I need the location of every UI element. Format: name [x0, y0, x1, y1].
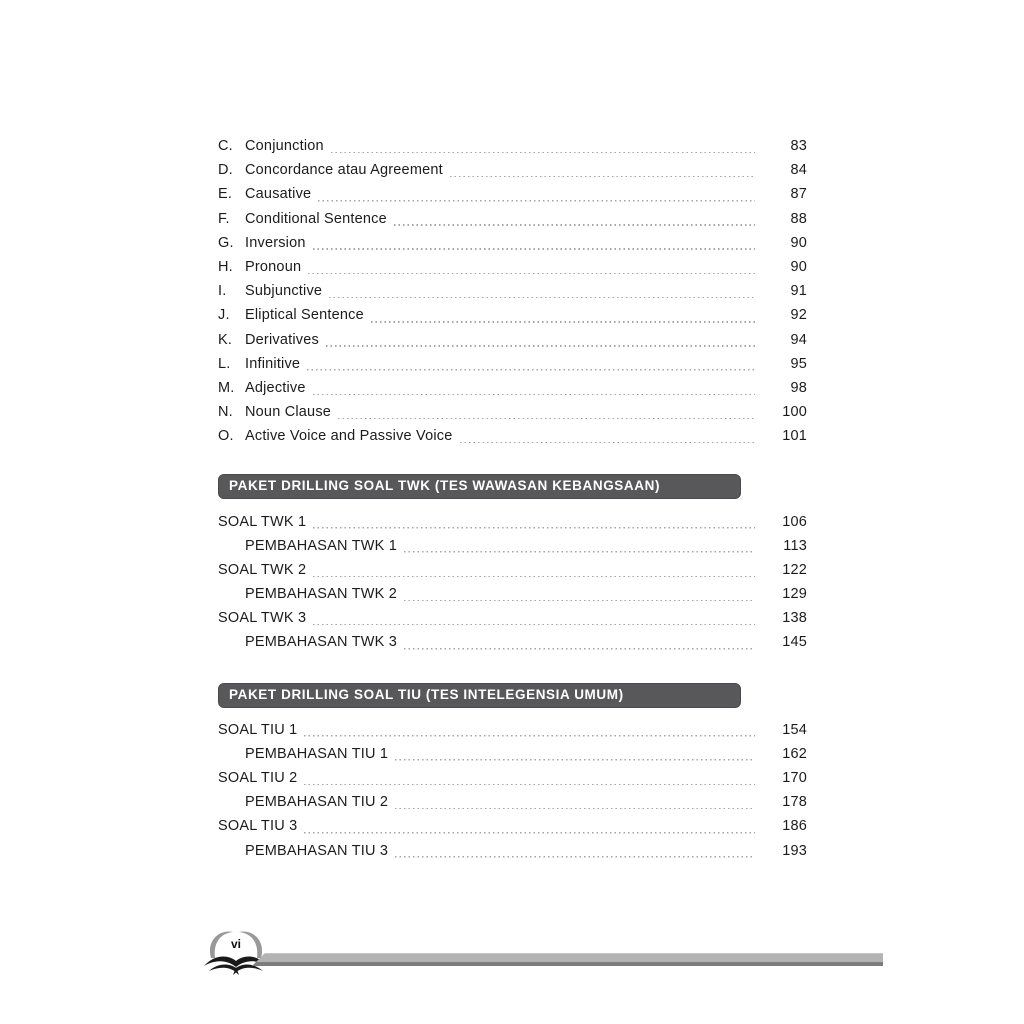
toc-entry-letter: O. [218, 428, 234, 445]
toc-entry [218, 303, 807, 327]
toc-entry [218, 182, 807, 206]
toc-entry [218, 255, 807, 279]
toc-entry-letter: F. [218, 210, 230, 227]
toc-entry-letter: E. [218, 186, 233, 203]
toc-entry-page: 83 [790, 138, 807, 155]
toc-entry-page: 145 [782, 634, 807, 651]
toc-entry-letter: J. [218, 307, 230, 324]
footer-rule [252, 953, 883, 966]
toc-entry-label: Causative [245, 186, 312, 203]
dot-leader [326, 345, 755, 347]
dot-leader [450, 175, 755, 177]
toc-entry [218, 630, 807, 654]
toc-entry-page: 170 [782, 770, 807, 787]
toc-entry-label: Concordance atau Agreement [245, 162, 443, 179]
toc-entry-label: PEMBAHASAN TWK 3 [245, 634, 397, 651]
table-of-contents [218, 134, 807, 863]
dot-leader [329, 296, 755, 298]
toc-entry-label: SOAL TWK 1 [218, 513, 307, 530]
toc-entry-label: PEMBAHASAN TIU 2 [245, 794, 389, 811]
section-header-bar: PAKET DRILLING SOAL TIU (TES INTELEGENSIA UMUM) [218, 683, 741, 708]
dot-leader [371, 321, 755, 323]
toc-entry-letter: C. [218, 138, 233, 155]
toc-subitem-list [218, 134, 807, 448]
winged-open-book-icon [203, 926, 269, 978]
toc-entry [218, 424, 807, 448]
toc-entry [218, 279, 807, 303]
toc-entry-label: Inversion [245, 234, 306, 251]
toc-entry-letter: G. [218, 234, 234, 251]
dot-leader [313, 575, 755, 577]
toc-entry-page: 101 [782, 428, 807, 445]
section-entry-list [218, 509, 807, 654]
toc-entry [218, 558, 807, 582]
toc-entry-page: 91 [790, 283, 807, 300]
toc-entry-page: 138 [782, 610, 807, 627]
toc-entry-label: Subjunctive [245, 283, 323, 300]
toc-entry-page: 84 [790, 162, 807, 179]
toc-entry [218, 352, 807, 376]
toc-entry-label: Active Voice and Passive Voice [245, 428, 453, 445]
dot-leader [331, 151, 755, 153]
toc-entry-letter: M. [218, 379, 235, 396]
toc-entry-page: 129 [782, 586, 807, 603]
toc-entry-page: 154 [782, 721, 807, 738]
toc-entry [218, 158, 807, 182]
toc-entry [218, 839, 807, 863]
toc-entry [218, 509, 807, 533]
section-entry-list [218, 718, 807, 863]
toc-entry-page: 162 [782, 745, 807, 762]
toc-entry-page: 90 [790, 234, 807, 251]
toc-entry-page: 106 [782, 513, 807, 530]
toc-entry-page: 113 [783, 537, 807, 554]
toc-entry-label: Conjunction [245, 138, 324, 155]
toc-section-1 [218, 683, 807, 863]
toc-entry-letter: N. [218, 404, 233, 421]
section-header-bar: PAKET DRILLING SOAL TWK (TES WAWASAN KEBANGSAAN) [218, 474, 741, 499]
toc-entry [218, 534, 807, 558]
toc-sections [218, 474, 807, 862]
toc-entry-label: Conditional Sentence [245, 210, 387, 227]
dot-leader [304, 832, 755, 834]
toc-entry [218, 766, 807, 790]
toc-entry-label: SOAL TIU 3 [218, 818, 298, 835]
dot-leader [395, 807, 755, 809]
dot-leader [304, 783, 755, 785]
dot-leader [395, 856, 755, 858]
toc-entry-label: SOAL TWK 3 [218, 610, 307, 627]
toc-entry-page: 100 [782, 404, 807, 421]
toc-entry [218, 231, 807, 255]
toc-entry-page: 94 [790, 331, 807, 348]
toc-entry-page: 87 [790, 186, 807, 203]
toc-entry-label: Eliptical Sentence [245, 307, 364, 324]
toc-entry-page: 178 [782, 794, 807, 811]
toc-entry-label: PEMBAHASAN TWK 2 [245, 586, 397, 603]
toc-entry [218, 814, 807, 838]
page-number-badge: vi [230, 937, 241, 951]
toc-entry-label: PEMBAHASAN TIU 1 [245, 745, 389, 762]
toc-entry-page: 186 [782, 818, 807, 835]
toc-entry-label: SOAL TWK 2 [218, 561, 307, 578]
dot-leader [394, 224, 755, 226]
toc-entry [218, 328, 807, 352]
toc-entry [218, 376, 807, 400]
toc-entry-label: Adjective [245, 379, 306, 396]
dot-leader [313, 527, 755, 529]
toc-entry-letter: L. [218, 355, 231, 372]
toc-section-0 [218, 474, 807, 654]
toc-entry [218, 400, 807, 424]
dot-leader [318, 200, 755, 202]
toc-entry-page: 95 [790, 355, 807, 372]
toc-entry-label: PEMBAHASAN TWK 1 [245, 537, 397, 554]
toc-entry-letter: D. [218, 162, 233, 179]
dot-leader [308, 272, 755, 274]
toc-entry [218, 742, 807, 766]
toc-entry [218, 790, 807, 814]
dot-leader [313, 248, 755, 250]
toc-entry [218, 718, 807, 742]
toc-entry-letter: H. [218, 259, 233, 276]
toc-entry-page: 92 [790, 307, 807, 324]
toc-entry-label: SOAL TIU 1 [218, 721, 298, 738]
toc-entry-label: Derivatives [245, 331, 319, 348]
toc-entry-letter: K. [218, 331, 233, 348]
toc-entry-page: 90 [790, 259, 807, 276]
dot-leader [313, 393, 755, 395]
toc-entry-letter: I. [218, 283, 227, 300]
dot-leader [313, 623, 755, 625]
toc-entry-page: 88 [790, 210, 807, 227]
toc-entry-label: Noun Clause [245, 404, 332, 421]
dot-leader [404, 551, 755, 553]
footer-page-badge [203, 926, 269, 978]
toc-entry-label: PEMBAHASAN TIU 3 [245, 842, 389, 859]
dot-leader [395, 759, 755, 761]
dot-leader [404, 648, 755, 650]
dot-leader [338, 417, 755, 419]
dot-leader [307, 369, 755, 371]
dot-leader [404, 599, 755, 601]
toc-entry-page: 193 [782, 842, 807, 859]
toc-entry-page: 98 [790, 379, 807, 396]
dot-leader [304, 735, 755, 737]
toc-entry [218, 606, 807, 630]
toc-entry [218, 134, 807, 158]
toc-entry [218, 207, 807, 231]
toc-entry-label: Infinitive [245, 355, 301, 372]
toc-entry-label: SOAL TIU 2 [218, 770, 298, 787]
toc-entry [218, 582, 807, 606]
dot-leader [460, 441, 755, 443]
toc-entry-page: 122 [782, 561, 807, 578]
toc-entry-label: Pronoun [245, 259, 302, 276]
